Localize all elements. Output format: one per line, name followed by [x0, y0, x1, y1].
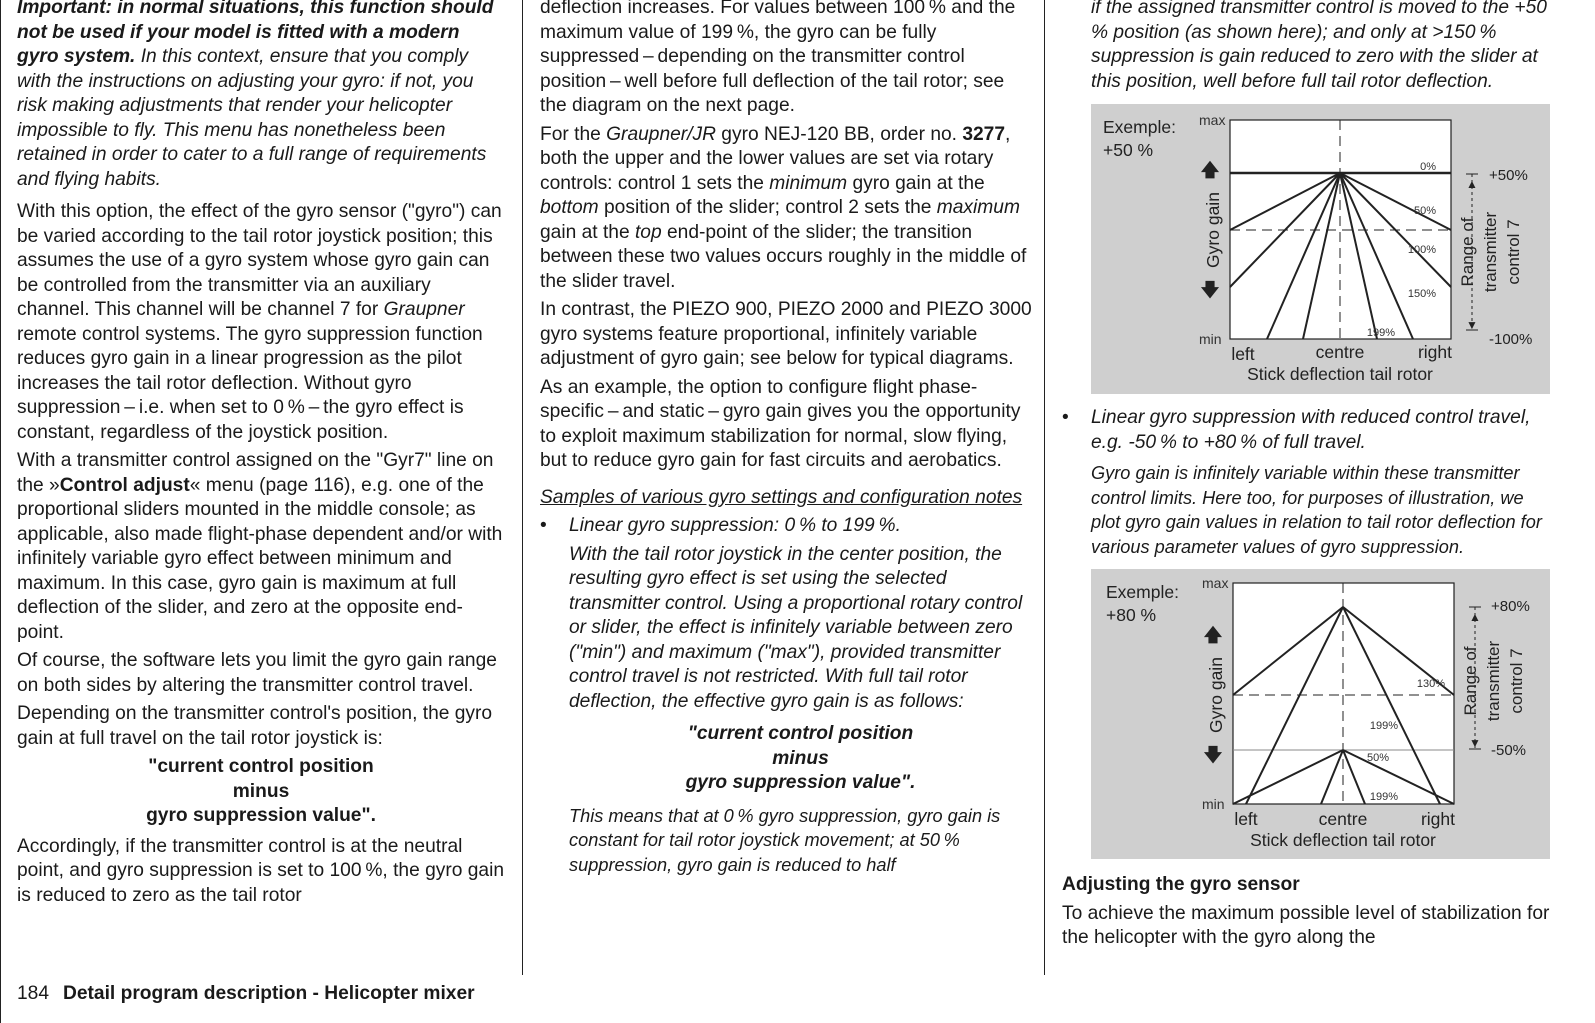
column-divider-left — [522, 0, 523, 975]
right-label: right — [1420, 809, 1456, 829]
left-label: left — [1231, 344, 1255, 364]
text: With this option, the effect of the gyro sensor ("gyro") can be varied according to the tail rotor joystick position; this assumes the use of a gyro system whose gyro gain can be controlled from the transmitter via an auxiliary channel. This channel will be channel 7 for — [17, 201, 502, 320]
text: maximum — [936, 197, 1020, 218]
formula — [17, 755, 505, 829]
example-value: +80 % — [1106, 605, 1157, 625]
arrow-down-icon: 🡇 — [1203, 745, 1223, 765]
y-axis-label: Gyro gain — [1203, 192, 1223, 268]
page-number: 184 — [17, 983, 50, 1004]
curve-label-50: 50% — [1413, 205, 1436, 217]
bullet-title: Linear gyro suppression with reduced control travel, e.g. -50 % to +80 % of full travel. — [1091, 407, 1531, 453]
curve-label-130: 130% — [1416, 678, 1445, 690]
bullet-text: With the tail rotor joystick in the center position, the resulting gyro effect is set using the selected transmitter control. Using a proportional rotary control or slider, the effect is infinitely variable between zero ("min") and maximum ("max"), provided transmitter control travel is not restricted. With full tail rotor deflection, the effective gyro gain is as follows: — [569, 543, 1023, 712]
bullet-text: This means that at 0 % gyro suppression, gyro gain is constant for tail rotor joystick movement; at 50 % suppression, gyro gain is reduced to half — [569, 805, 1001, 875]
min-label: min — [1202, 796, 1225, 812]
max-label: max — [1202, 575, 1229, 591]
paragraph: Depending on the transmitter control's position, the gyro gain at full travel on the tail rotor joystick is: — [17, 703, 493, 749]
formula-line: minus — [232, 780, 290, 802]
column-divider-right — [1044, 0, 1045, 975]
text: gyro gain at the — [847, 172, 985, 194]
curve-label-150: 150% — [1407, 288, 1436, 300]
column-1 — [17, 0, 505, 912]
curve-label-100: 100% — [1407, 244, 1436, 256]
paragraph: To achieve the maximum possible level of stabilization for the helicopter with the gyro along the — [1062, 902, 1550, 948]
range-arrow-down-icon: ▼ — [1469, 736, 1481, 750]
order-number: 3277 — [962, 123, 1006, 145]
important-note-rest: In this context, ensure that you comply with the instructions on adjusting your gyro: if not, you risk making adjustments that render your helicopter impossible to fly. This menu has nonetheless been retained in order to cater to a full range of requirements and flying habits. — [17, 46, 487, 190]
gyro-diagram-1-svg — [1091, 104, 1550, 394]
gyro-diagram-2-svg — [1091, 569, 1550, 859]
arrow-down-icon: 🡇 — [1200, 280, 1220, 300]
example-label: Exemple: — [1103, 117, 1176, 137]
example-label: Exemple: — [1106, 582, 1179, 602]
bullet-dot: • — [1062, 407, 1069, 428]
range-label: Range of — [1461, 646, 1480, 716]
x-axis-label: Stick deflection tail rotor — [1250, 830, 1436, 850]
arrow-up-icon: 🡅 — [1203, 625, 1223, 645]
gyro-diagram-2 — [1091, 569, 1550, 859]
paragraph: if the assigned transmitter control is moved to the +50 % position (as shown here); and only at >150 % suppression is gain reduced to zero with the slider at this position, well before full tail rotor deflection. — [1091, 0, 1551, 92]
gyro-diagram-1 — [1091, 104, 1550, 394]
left-label: left — [1234, 809, 1258, 829]
bullet-text: Gyro gain is infinitely variable within these transmitter control limits. Here too, for purposes of illustration, we plot gyro gain values in relation to tail rotor deflection for various parameter values of gyro suppression. — [1091, 463, 1542, 557]
page-footer — [17, 983, 475, 1005]
formula-line: "current control position — [687, 723, 914, 744]
paragraph — [540, 123, 1032, 295]
range-label: control 7 — [1507, 648, 1526, 714]
column-2 — [540, 0, 1032, 881]
column-3 — [1062, 0, 1554, 955]
range-label: transmitter — [1484, 640, 1503, 722]
paragraph: Of course, the software lets you limit the gyro gain range on both sides by altering the transmitter control travel. — [17, 650, 497, 696]
text: position of the slider; control 2 sets the — [598, 197, 937, 218]
text: With a transmitter control assigned on the "Gyr7" line on the » — [17, 450, 494, 496]
centre-label: centre — [1315, 342, 1365, 362]
centre-label: centre — [1318, 809, 1368, 829]
formula-line: gyro suppression value". — [146, 805, 376, 826]
bullet-reduced-travel — [1062, 406, 1554, 559]
bullet-linear-suppression — [540, 514, 1032, 877]
text: Graupner — [383, 299, 465, 320]
paragraph: As an example, the option to configure flight phase-specific – and static – gyro gain gives you the opportunity to exploit maximum stabilization for normal, slow flying, but to reduce gyro gain for fast circuits and aerobatics. — [540, 376, 1021, 471]
curve-label-50: 50% — [1366, 752, 1389, 764]
formula-line: minus — [772, 747, 829, 769]
text: bottom — [540, 197, 599, 218]
text: For the — [540, 123, 607, 145]
min-label: min — [1199, 331, 1222, 347]
right-label: right — [1417, 342, 1453, 362]
text: minimum — [769, 172, 848, 194]
text: « menu (page 116), e.g. one of the proportional sliders mounted in the middle console; as applicable, also made flight-phase dependent and/or with infinitely variable gyro effect between minimum and maximum. In this case, gyro gain is maximum at full deflection of the slider, and zero at the opposite end-point. — [17, 474, 503, 643]
x-axis-label: Stick deflection tail rotor — [1247, 364, 1433, 384]
samples-heading: Samples of various gyro settings and configuration notes — [540, 486, 1023, 508]
important-note — [17, 0, 505, 192]
bullet-title: Linear gyro suppression: 0 % to 199 %. — [569, 515, 901, 536]
curve-label-199: 199% — [1366, 327, 1395, 339]
arrow-up-icon: 🡅 — [1200, 160, 1220, 180]
formula-line: "current control position — [148, 756, 374, 777]
bullet-dot: • — [540, 515, 547, 536]
text: Graupner/JR — [606, 123, 716, 145]
page-left-edge — [0, 0, 1, 1023]
curve-label-0: 0% — [1420, 161, 1436, 173]
text: top — [634, 221, 662, 243]
range-upper-value: +80% — [1491, 598, 1530, 615]
y-axis-label: Gyro gain — [1206, 657, 1226, 733]
curve-label-199-bottom: 199% — [1369, 791, 1398, 803]
control-adjust-menu-ref: Control adjust — [59, 474, 190, 496]
range-label: control 7 — [1504, 219, 1523, 285]
example-value: +50 % — [1103, 140, 1154, 160]
range-arrow-down-icon: ▼ — [1466, 318, 1478, 332]
formula-line: gyro suppression value". — [685, 772, 916, 793]
range-upper-value: +50% — [1489, 167, 1528, 184]
footer-title: Detail program description - Helicopter mixer — [63, 983, 475, 1004]
text: gyro NEJ-120 BB, order no. — [715, 123, 963, 145]
range-arrow-up-icon: ▲ — [1469, 610, 1481, 624]
range-label: Range of — [1458, 217, 1477, 287]
max-label: max — [1199, 112, 1226, 128]
paragraph: deflection increases. For values between 100 % and the maximum value of 199 %, the gyro can be fully suppressed – depending on the transmitter control position – well before full deflection of the tail rotor; see the diagram on the next page. — [540, 0, 1016, 116]
curve-label-199-top: 199% — [1369, 720, 1398, 732]
text: remote control systems. The gyro suppression function reduces gyro gain in a linear progression as the pilot increases the tail rotor deflection. Without gyro suppression – i.e. when set to 0 % – the gyro effect is constant, regardless of the joystick position. — [17, 323, 483, 443]
formula — [569, 722, 1032, 796]
range-label: transmitter — [1481, 211, 1500, 293]
range-arrow-up-icon: ▲ — [1466, 177, 1478, 191]
paragraph — [17, 449, 505, 645]
text: gain at the — [540, 221, 635, 243]
paragraph — [17, 200, 505, 445]
paragraph: In contrast, the PIEZO 900, PIEZO 2000 and PIEZO 3000 gyro systems feature proportional, infinitely variable adjustment of gyro gain; see below for typical diagrams. — [540, 299, 1032, 369]
range-lower-value: -100% — [1489, 331, 1533, 348]
important-note-bold: Important: in normal situations, this function should not be used if your model is fitted with a modern gyro system. — [17, 0, 494, 67]
text: end-point of the slider; the transition between these two values occurs roughly in the middle of the slider travel. — [540, 221, 1027, 292]
range-lower-value: -50% — [1491, 742, 1527, 759]
section-heading: Adjusting the gyro sensor — [1062, 874, 1300, 895]
paragraph: Accordingly, if the transmitter control is at the neutral point, and gyro suppression is set to 100 %, the gyro gain is reduced to zero as the tail rotor — [17, 835, 505, 906]
text: , both the upper and the lower values are set via rotary controls: control 1 sets the — [540, 123, 1011, 194]
